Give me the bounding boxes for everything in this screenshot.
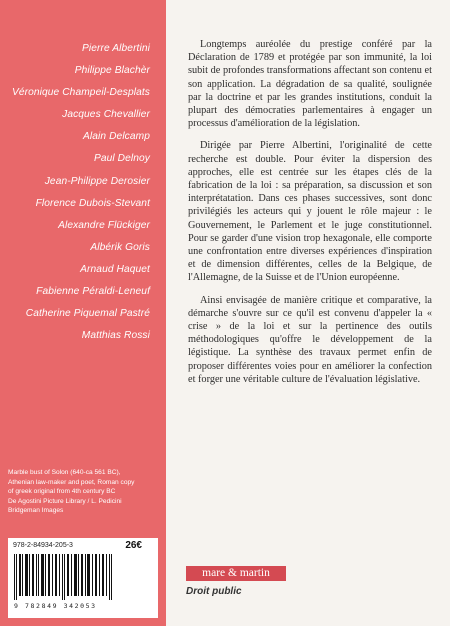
author-name: Matthias Rossi [81,330,150,342]
barcode-box [8,538,158,618]
author-name: Pierre Albertini [81,43,150,54]
credit-line: Marble bust of Solon (640-ca 561 BC), [8,469,121,476]
author-name: Philippe Blachèr [74,65,150,77]
description-paragraph: Dirigée par Pierre Albertini, l'originalité de cette recherche est double. Pour éviter la dispersion des approches, elle est centrée sur les étapes clés de la fabrication de la loi : sa préparation, sa discussion et son interprétatation. Dans ces phases successives, sont donc privilégiés les acteurs qui y jouent le rôle majeur : le Gouvernement, le Parlement et le juge constitutionnel. Pour se garder d'une vision trop hexagonale, elle comporte une confrontation entre diverses expériences d'inspiration et de dimension différentes, celles de la Belgique, de l'Allemagne, de la Suisse et de l'Union européenne. [188,140,432,284]
author-name: Catherine Piquemal Pastré [25,308,150,320]
collection-name: Droit public [186,586,242,597]
image-credits [8,468,163,516]
left-color-band [0,0,166,626]
author-name: Fabienne Péraldi-Leneuf [36,286,150,298]
publisher-logo: mare & martin [186,566,286,581]
isbn: 978-2-84934-205-3 [13,542,73,549]
credit-line: De Agostini Picture Library / L. Pedicini [8,497,122,505]
author-name: Alain Delcamp [83,131,150,143]
author-list [0,38,150,347]
credit-line: Athenian law-maker and poet, Roman copy [8,478,135,486]
credit-line: Bridgeman Images [8,507,64,515]
barcode-icon [14,554,114,600]
back-cover-description [188,38,432,386]
barcode-digits: 9 782849 342053 [14,602,97,610]
price: 26€ [125,540,142,551]
credit-line: of greek original from 4th century BC [8,488,116,496]
author-name: Jean-Philippe Derosier [44,175,150,187]
author-name: Florence Dubois-Stevant [35,197,150,209]
description-paragraph: Longtemps auréolée du prestige conféré par la Déclaration de 1789 et protégée par son immunité, la loi subit de profondes transformations affectant son contenu et son application. La dégradation de sa qualité, soulignée par la doctrine et par les grandes institutions, conduit la plupart des démocraties parlementaires à engager un processus d'amélioration de la législation. [188,39,432,130]
author-name: Véronique Champeil-Desplats [11,87,150,99]
author-name: Arnaud Haquet [80,263,150,275]
author-name: Albérik Goris [90,241,150,253]
author-name: Alexandre Flückiger [58,219,150,231]
description-paragraph: Ainsi envisagée de manière critique et comparative, la démarche s'ouvre sur ce qu'il est convenu d'appeler la « crise » de la loi et sur la pertinence des outils méthodologiques qu'offre le développement de la légistique. La synthèse des travaux permet enfin de proposer différentes voies pour en améliorer la confection et forger une véritable culture de l'évaluation législative. [188,294,432,385]
author-name: Paul Delnoy [93,153,150,165]
author-name: Jacques Chevallier [62,109,150,121]
